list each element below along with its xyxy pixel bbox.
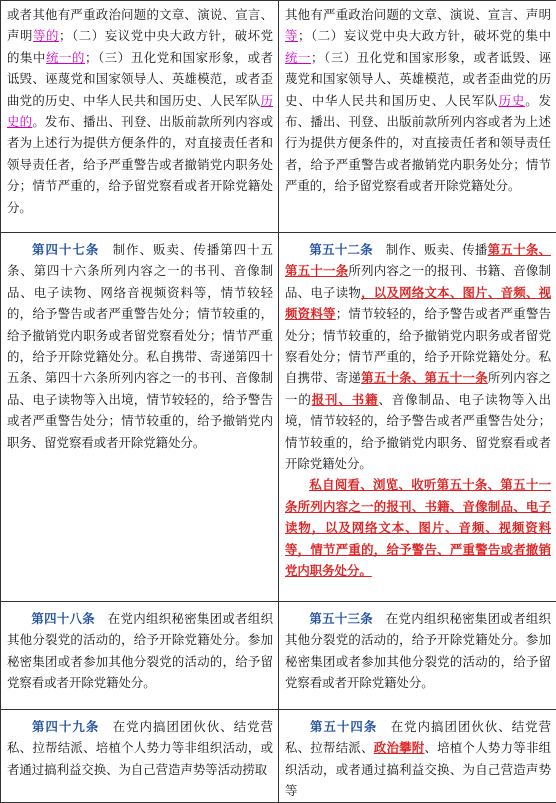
text-segment: 在党内搞团团伙伙、结党营私、拉帮结派、培植个人势力等非组织活动，或者通过搞利益交换、为自己营造声势等活动捞取 (7, 719, 273, 777)
highlighted-text: 统一的 (46, 50, 85, 65)
old-text-cell (1, 1, 279, 233)
new-text-cell (279, 710, 556, 803)
new-text-cell (279, 233, 556, 602)
highlighted-text: 政治攀附 (374, 740, 425, 755)
table-row (1, 602, 556, 710)
highlighted-text: 报刊、书籍 (312, 392, 379, 407)
text-segment: 。发布、播出、刊登、出版前款所列内容或者为上述行为提供方便条件的，对直接责任者和领导责任者，给予严重警告或者撤销党内职务处分；情节严重的，给予留党察看或者开除党籍处分。 (7, 114, 273, 215)
article-number: 第四十九条 (31, 719, 99, 734)
table-row (1, 233, 556, 602)
clause-text (285, 239, 551, 582)
text-segment: 在党内组织秘密集团或者组织其他分裂党的活动的，给予开除党籍处分。参加秘密集团或者参加其他分裂党的活动的，给予留党察看或者开除党籍处分。 (7, 611, 273, 690)
highlighted-text: 历史的 (7, 93, 273, 129)
text-segment: ；（二）妄议党中央大政方针，破坏党的集中 (298, 28, 551, 43)
article-number: 第四十七条 (31, 242, 99, 257)
text-segment: ；（三）丑化党和国家形象，或者诋毁、诬蔑党和国家领导人、英雄模范，或者歪曲党的历史、中华人民共和国历史、人民军队 (285, 50, 551, 108)
highlighted-text: 等 (285, 28, 298, 43)
article-number: 第五十二条 (309, 242, 373, 257)
article-number: 第四十八条 (31, 611, 95, 626)
highlighted-text: 第五十条、第五十一条 (285, 242, 551, 278)
text-segment: 在党内搞团团伙伙、结党营私、拉帮结派、 (285, 719, 551, 755)
text-segment: 制作、贩卖、传播第四十五条、第四十六条所列内容之一的书刊、音像制品、电子读物、网络音视频资料等，情节较轻的，给予警告或者严重警告处分；情节较重的，给予撤销党内职务或者留党察看处分；情节严重的，给予开除党籍处分。私自携带、寄递第四十五条、第四十六条所列内容之一的书刊、音像制品、电子读物等入出境，情节较轻的，给予警告或者严重警告处分；情节较重的，给予撤销党内职务、留党察看或者开除党籍处分。 (7, 242, 273, 450)
text-segment: 所列内容之一的报刊、书籍、音像制品、电子读物 (285, 263, 551, 299)
old-text-cell (1, 233, 279, 602)
article-number: 第五十三条 (309, 611, 373, 626)
text-segment: 、培植个人势力等非组织活动，或者通过搞利益交换、为自己营造声势等 (285, 740, 551, 798)
text-segment: ；（三）丑化党和国家形象，或者诋毁、诬蔑党和国家领导人、英雄模范，或者歪曲党的历史、中华人民共和国历史、人民军队 (7, 50, 273, 108)
highlighted-text: 等的 (33, 28, 59, 43)
highlighted-text: ，以及网络文本、图片、音频、视频资料等 (285, 285, 551, 321)
text-segment: 或者其他有严重政治问题的文章、演说、宣言、声明 (7, 7, 273, 43)
highlighted-text: 历史 (499, 93, 526, 108)
table-row (1, 1, 556, 233)
highlighted-text: 第五十条、第五十一条 (361, 370, 488, 385)
new-text-cell (279, 602, 556, 710)
table-row (1, 710, 556, 803)
clause-text (285, 716, 551, 802)
clause-text (7, 239, 273, 453)
clause-text (7, 608, 273, 694)
old-text-cell (1, 710, 279, 803)
old-text-cell (1, 602, 279, 710)
clause-text (7, 4, 273, 218)
text-segment: 其他有严重政治问题的文章、演说、宣言、声明 (285, 7, 551, 22)
text-segment: 。发布、播出、刊登、出版前款所列内容或者为上述行为提供方便条件的，对直接责任者和领导责任者，给予严重警告或者撤销党内职务处分；情节严重的，给予留党察看或者开除党籍处分。 (285, 93, 551, 194)
clause-text (285, 608, 551, 694)
text-segment: 所列内容之一的 (285, 370, 551, 406)
text-segment: 在党内组织秘密集团或者组织其他分裂党的活动的，给予开除党籍处分。参加秘密集团或者参加其他分裂党的活动的，给予留党察看或者开除党籍处分。 (285, 611, 551, 690)
article-number: 第五十四条 (309, 719, 377, 734)
clause-text (285, 4, 551, 197)
highlighted-text: 私自阅看、浏览、收听第五十条、第五十一条所列内容之一的报刊、书籍、音像制品、电子读物，以及网络文本、图片、音频、视频资料等，情节严重的，给予警告、严重警告或者撤销党内职务处分。 (285, 477, 551, 578)
new-text-cell (279, 1, 556, 233)
text-segment: ；（二）妄议党中央大政方针，破坏党的集中 (7, 28, 273, 64)
text-segment: ；情节较轻的，给予警告或者严重警告处分；情节较重的，给予撤销党内职务或者留党察看处分；情节严重的，给予开除党籍处分。私自携带、寄递 (285, 306, 551, 385)
text-segment: 制作、贩卖、传播 (373, 242, 488, 257)
highlighted-text: 统一 (285, 50, 311, 65)
text-segment: 、音像制品、电子读物等入出境，情节较轻的，给予警告或者严重警告处分；情节较重的，给予撤销党内职务、留党察看或者开除党籍处分。 (285, 392, 551, 471)
